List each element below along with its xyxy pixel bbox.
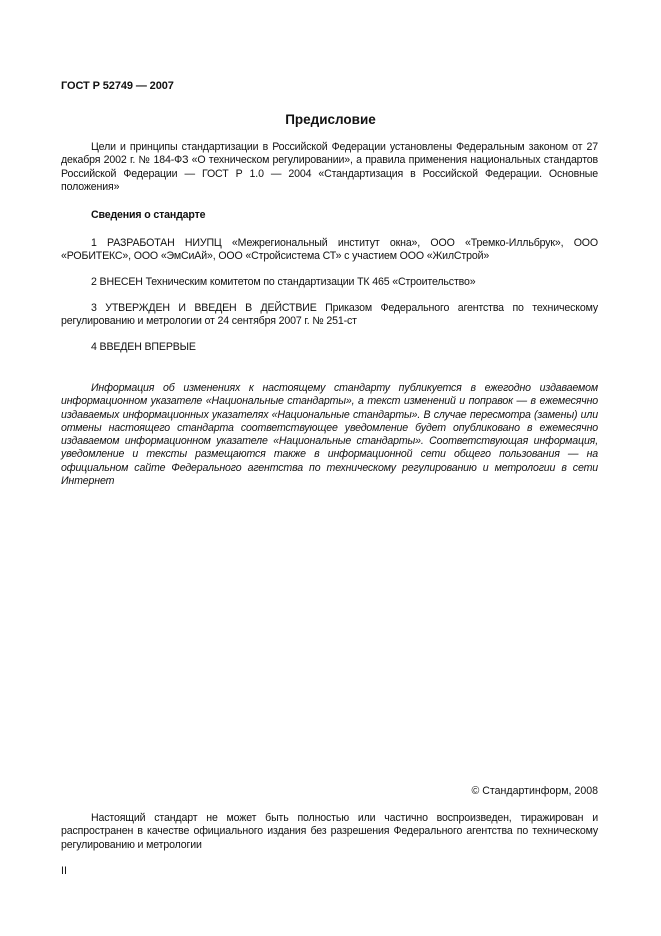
info-note: Информация об изменениях к настоящему стандарту публикуется в ежегодно издаваемом информационном указателе «Национальные стандарты», а текст изменений и поправок — в ежемесячно издаваемых информационных указателях «Национальные стандарты». В случае пересмотра (замены) или отмены настоящего стандарта соответствующее уведомление будет опубликовано в ежемесячно издаваемом информационном указателе «Национальные стандарты». Соответствующая информация, уведомление и тексты размещаются также в информационной сети общего пользования — на официальном сайте Федерального агентства по техническому регулированию и метрологии в сети Интернет: [61, 382, 598, 488]
item-first-introduced: 4 ВВЕДЕН ВПЕРВЫЕ: [91, 341, 196, 353]
intro-paragraph: Цели и принципы стандартизации в Российской Федерации установлены Федеральным законом от 27 декабря 2002 г. № 184-ФЗ «О техническом регулировании», а правила применения национальных стандартов Российской Федерации — ГОСТ Р 1.0 — 2004 «Стандартизация в Российской Федерации. Основные положения»: [61, 141, 598, 193]
section-heading: Сведения о стандарте: [91, 209, 206, 221]
copyright: © Стандартинформ, 2008: [471, 785, 598, 797]
item-approved: 3 УТВЕРЖДЕН И ВВЕДЕН В ДЕЙСТВИЕ Приказом Федерального агентства по техническому регулированию и метрологии от 24 сентября 2007 г. № 251-ст: [61, 302, 598, 328]
item-developed: 1 РАЗРАБОТАН НИУПЦ «Межрегиональный институт окна», ООО «Тремко-Илльбрук», ООО «РОБИТЕКС», ООО «ЭмСиАй», ООО «Стройсистема СТ» с участием ООО «ЖилСтрой»: [61, 237, 598, 263]
item-introduced: 2 ВНЕСЕН Техническим комитетом по стандартизации ТК 465 «Строительство»: [91, 276, 476, 288]
page-number: II: [61, 865, 67, 877]
page-title: Предисловие: [285, 112, 376, 127]
document-id: ГОСТ Р 52749 — 2007: [61, 80, 174, 92]
reproduction-notice: Настоящий стандарт не может быть полностью или частично воспроизведен, тиражирован и распространен в качестве официального издания без разрешения Федерального агентства по техническому регулированию и метрологии: [61, 812, 598, 851]
